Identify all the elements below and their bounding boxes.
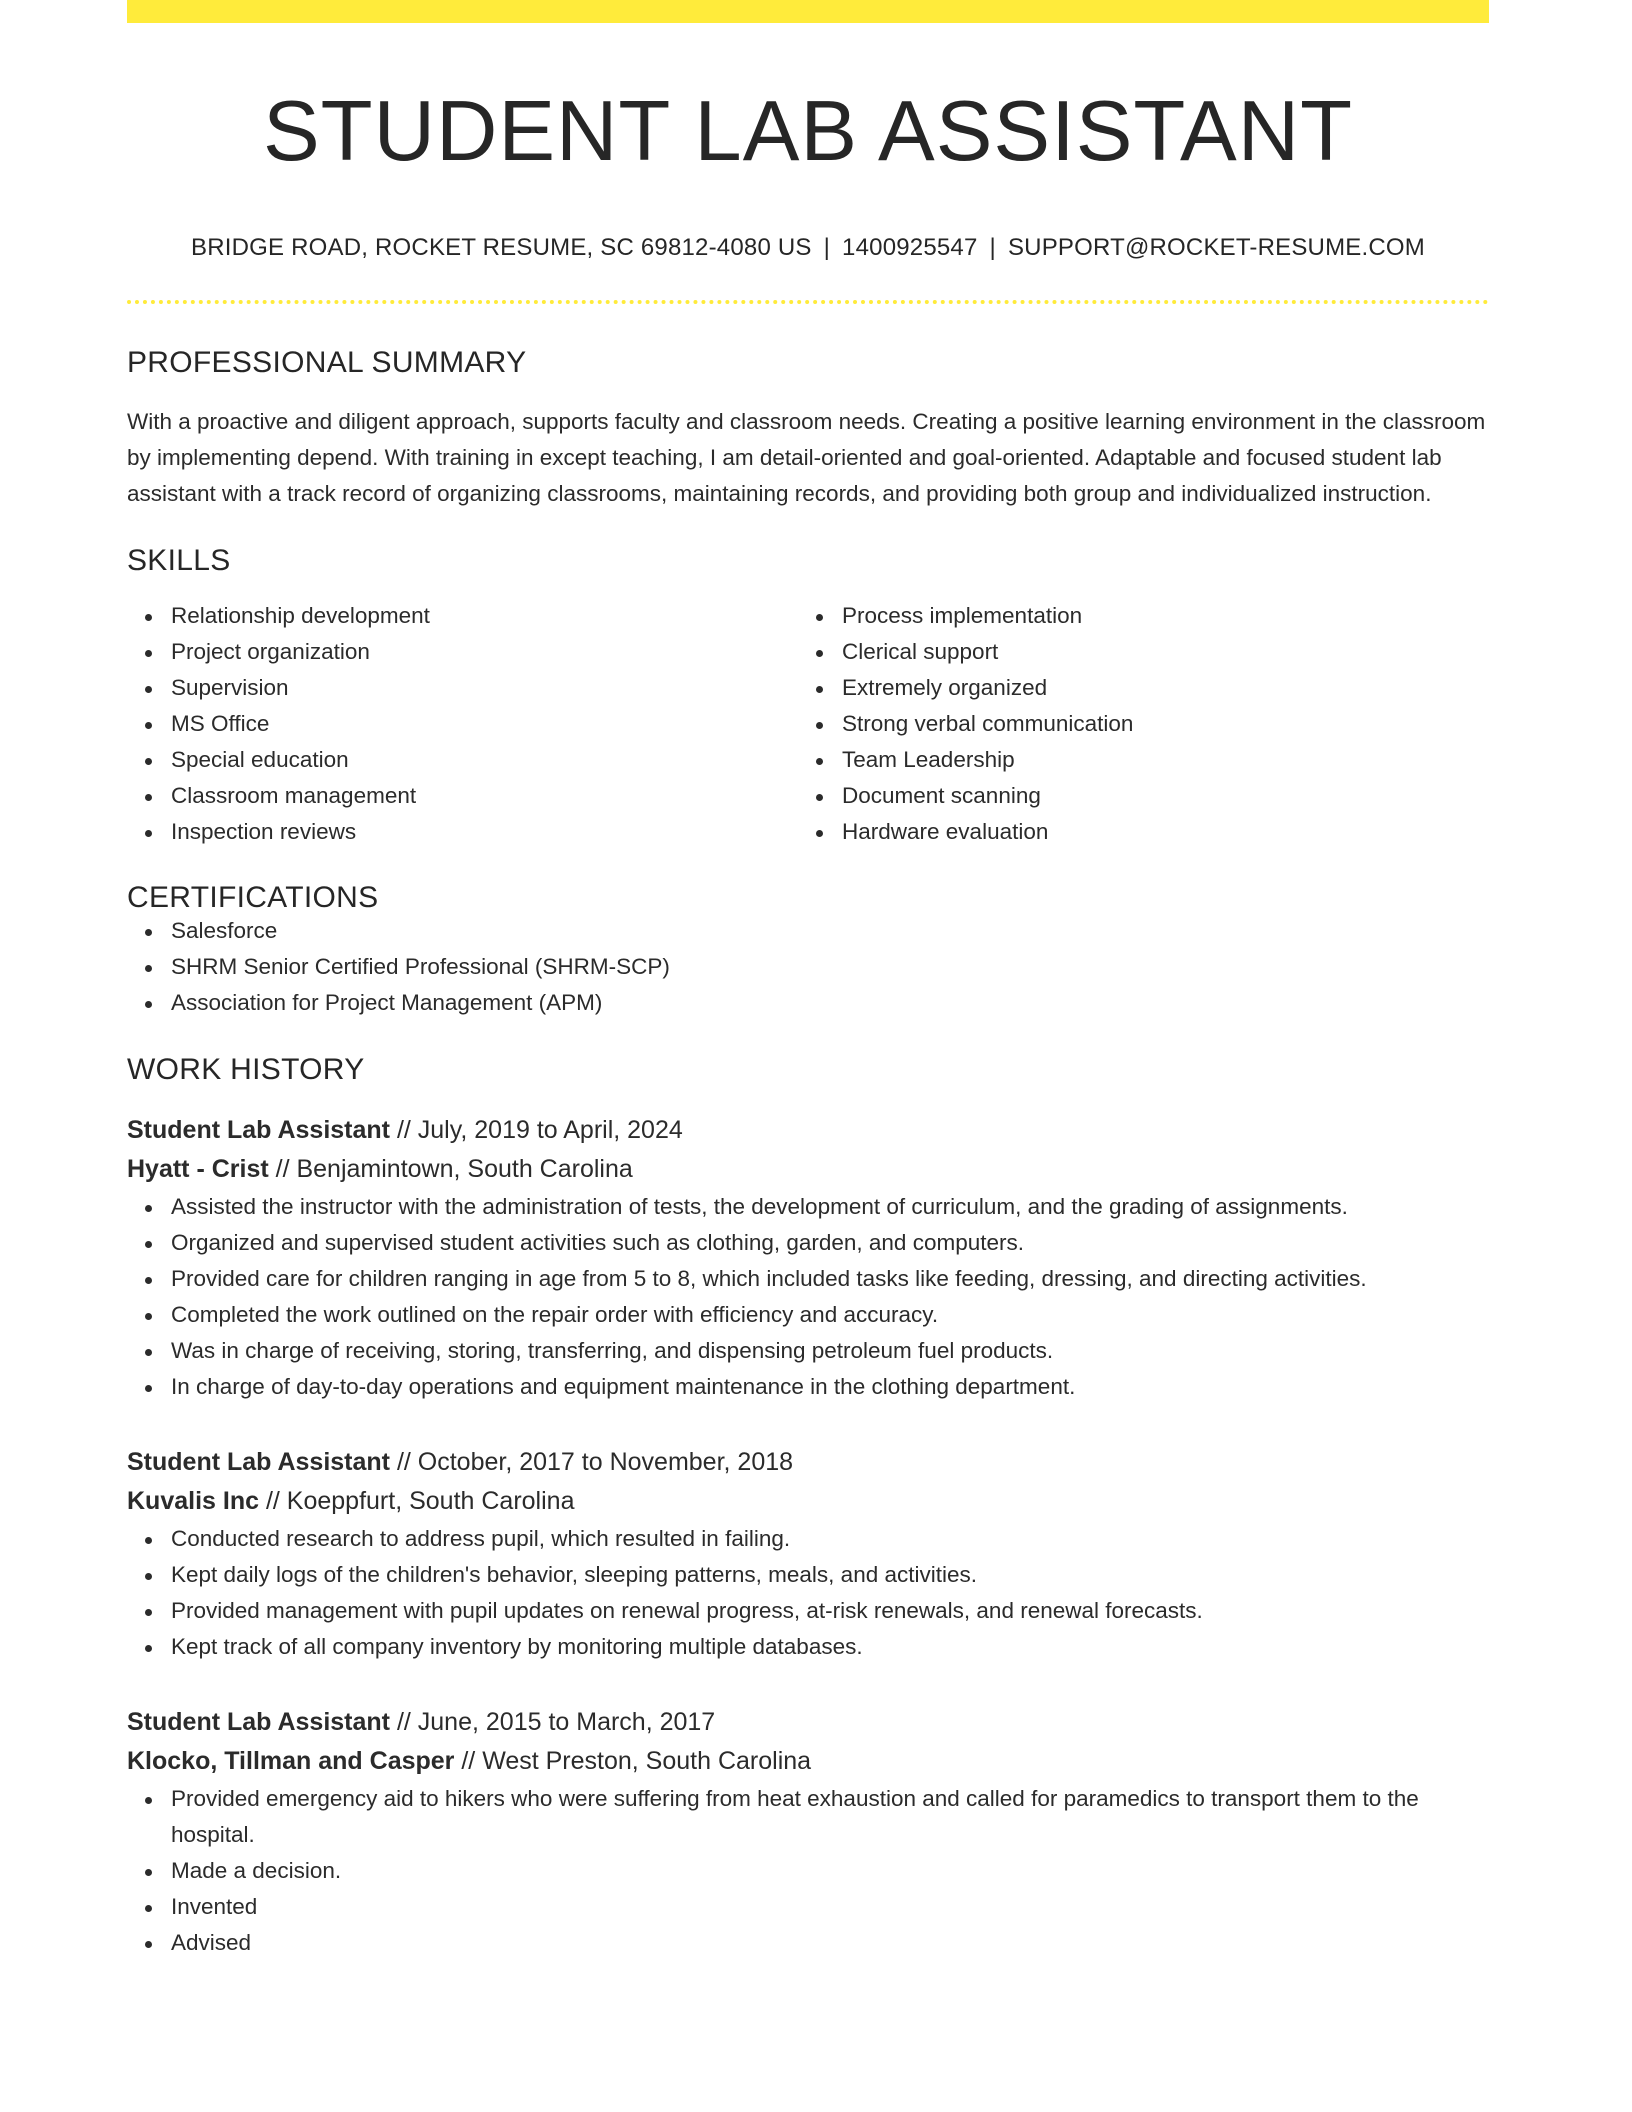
job-duty: Kept daily logs of the children's behavior, sleeping patterns, meals, and activities.: [171, 1557, 1489, 1593]
skill-item: Supervision: [171, 670, 798, 706]
job-duties-list: [127, 1521, 1489, 1665]
job-duty: Provided care for children ranging in age from 5 to 8, which included tasks like feeding, dressing, and directing activities.: [171, 1261, 1489, 1297]
contact-line: [127, 236, 1489, 260]
job-entry: [127, 1443, 1489, 1665]
job-company-line: [127, 1150, 1489, 1189]
work-history-heading: WORK HISTORY: [127, 1053, 365, 1086]
job-duties-list: [127, 1189, 1489, 1405]
skill-item: Project organization: [171, 634, 798, 670]
accent-top-bar: [127, 0, 1489, 23]
job-duty: Was in charge of receiving, storing, transferring, and dispensing petroleum fuel products.: [171, 1333, 1489, 1369]
job-location: // Koeppfurt, South Carolina: [259, 1487, 575, 1515]
job-location: // West Preston, South Carolina: [454, 1747, 812, 1775]
job-title-line: [127, 1703, 1489, 1742]
skill-item: Strong verbal communication: [842, 706, 1469, 742]
skill-item: Relationship development: [171, 598, 798, 634]
job-company: Klocko, Tillman and Casper: [127, 1747, 455, 1775]
header-divider: [127, 300, 1489, 304]
skills-column-right: [798, 598, 1469, 850]
contact-phone: 1400925547: [842, 234, 978, 261]
job-duty: Conducted research to address pupil, which resulted in failing.: [171, 1521, 1489, 1557]
skill-item: Clerical support: [842, 634, 1469, 670]
skill-item: Hardware evaluation: [842, 814, 1469, 850]
skill-item: MS Office: [171, 706, 798, 742]
contact-address: BRIDGE ROAD, ROCKET RESUME, SC 69812-4080 US: [191, 234, 812, 261]
certification-item: Association for Project Management (APM): [171, 985, 1489, 1021]
job-duty: Kept track of all company inventory by monitoring multiple databases.: [171, 1629, 1489, 1665]
job-duty: In charge of day-to-day operations and equipment maintenance in the clothing department.: [171, 1369, 1489, 1405]
job-company: Kuvalis Inc: [127, 1487, 259, 1515]
job-duty: Completed the work outlined on the repair order with efficiency and accuracy.: [171, 1297, 1489, 1333]
skill-item: Team Leadership: [842, 742, 1469, 778]
contact-separator: |: [823, 234, 831, 261]
resume-title: STUDENT LAB ASSISTANT: [262, 84, 1354, 179]
contact-separator: |: [989, 234, 996, 261]
resume-page: [127, 0, 1489, 1961]
job-company-line: [127, 1482, 1489, 1521]
skills-heading: SKILLS: [127, 544, 231, 577]
job-duty: Provided management with pupil updates on renewal progress, at-risk renewals, and renewal forecasts.: [171, 1593, 1489, 1629]
job-duty: Organized and supervised student activities such as clothing, garden, and computers.: [171, 1225, 1489, 1261]
job-duties-list: [127, 1781, 1489, 1961]
skill-item: Classroom management: [171, 778, 798, 814]
job-dates: // October, 2017 to November, 2018: [390, 1448, 794, 1476]
job-role: Student Lab Assistant: [127, 1448, 390, 1476]
job-title-line: [127, 1443, 1489, 1482]
skills-grid: [127, 598, 1489, 850]
job-duty: Advised: [171, 1925, 1489, 1961]
job-duty: Assisted the instructor with the administration of tests, the development of curriculum, and the grading of assignments.: [171, 1189, 1489, 1225]
certification-item: Salesforce: [171, 913, 1489, 949]
summary-heading: PROFESSIONAL SUMMARY: [127, 346, 527, 379]
job-entry: [127, 1111, 1489, 1405]
job-company-line: [127, 1742, 1489, 1781]
job-entry: [127, 1703, 1489, 1961]
job-role: Student Lab Assistant: [127, 1708, 390, 1736]
skill-item: Special education: [171, 742, 798, 778]
certifications-heading: CERTIFICATIONS: [127, 881, 379, 914]
job-role: Student Lab Assistant: [127, 1116, 390, 1144]
job-dates: // July, 2019 to April, 2024: [390, 1116, 683, 1144]
skills-column-left: [127, 598, 798, 850]
job-duty: Invented: [171, 1889, 1489, 1925]
skill-item: Process implementation: [842, 598, 1469, 634]
skill-item: Document scanning: [842, 778, 1469, 814]
job-location: // Benjamintown, South Carolina: [268, 1155, 633, 1183]
contact-email[interactable]: SUPPORT@ROCKET-RESUME.COM: [1007, 234, 1425, 261]
job-dates: // June, 2015 to March, 2017: [390, 1708, 716, 1736]
skill-item: Inspection reviews: [171, 814, 798, 850]
certification-item: SHRM Senior Certified Professional (SHRM-SCP): [171, 949, 1489, 985]
skill-item: Extremely organized: [842, 670, 1469, 706]
job-duty: Provided emergency aid to hikers who were suffering from heat exhaustion and called for paramedics to transport them to the hospital.: [171, 1781, 1489, 1853]
job-company: Hyatt - Crist: [127, 1155, 269, 1183]
job-duty: Made a decision.: [171, 1853, 1489, 1889]
job-title-line: [127, 1111, 1489, 1150]
certifications-list: [127, 913, 1489, 1021]
summary-text: With a proactive and diligent approach, supports faculty and classroom needs. Creating a positive learning environment in the classroom by implementing depend. With training in except teaching, I am detail-oriented and goal-oriented. Adaptable and focused student lab assistant with a track record of organizing classrooms, maintaining records, and providing both group and individualized instruction.: [127, 409, 1486, 506]
